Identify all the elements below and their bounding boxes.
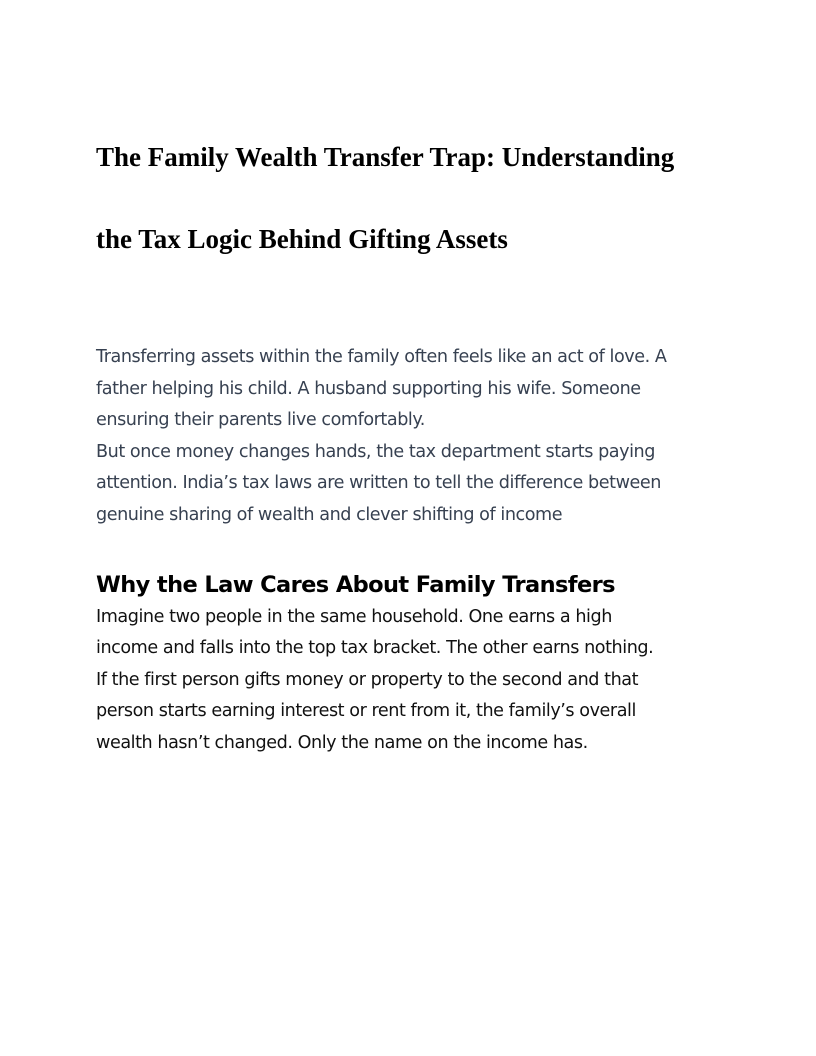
intro-line: attention. India’s tax laws are written to tell the difference between [96,473,661,494]
document-body [96,96,736,760]
intro-line: genuine sharing of wealth and clever shifting of income [96,504,563,525]
intro-line: ensuring their parents live comfortably. [96,410,425,431]
section-line: income and falls into the top tax bracket. The other earns nothing. [96,638,654,659]
intro-line: father helping his child. A husband supporting his wife. Someone [96,378,641,399]
section-line: Imagine two people in the same household. One earns a high [96,606,612,627]
section-line: wealth hasn’t changed. Only the name on the income has. [96,732,588,753]
intro-line: But once money changes hands, the tax department starts paying [96,441,655,462]
section-line: person starts earning interest or rent from it, the family’s overall [96,701,636,722]
section-line: If the first person gifts money or property to the second and that [96,669,639,690]
intro-paragraph [96,342,736,532]
intro-text [96,342,736,532]
intro-line: Transferring assets within the family often feels like an act of love. A [96,347,667,367]
title-line: The Family Wealth Transfer Trap: Understanding [96,142,675,172]
section-paragraph [96,602,736,760]
section-heading: Why the Law Cares About Family Transfers [96,571,615,598]
document-title [96,96,736,301]
title-line: the Tax Logic Behind Gifting Assets [96,224,508,254]
